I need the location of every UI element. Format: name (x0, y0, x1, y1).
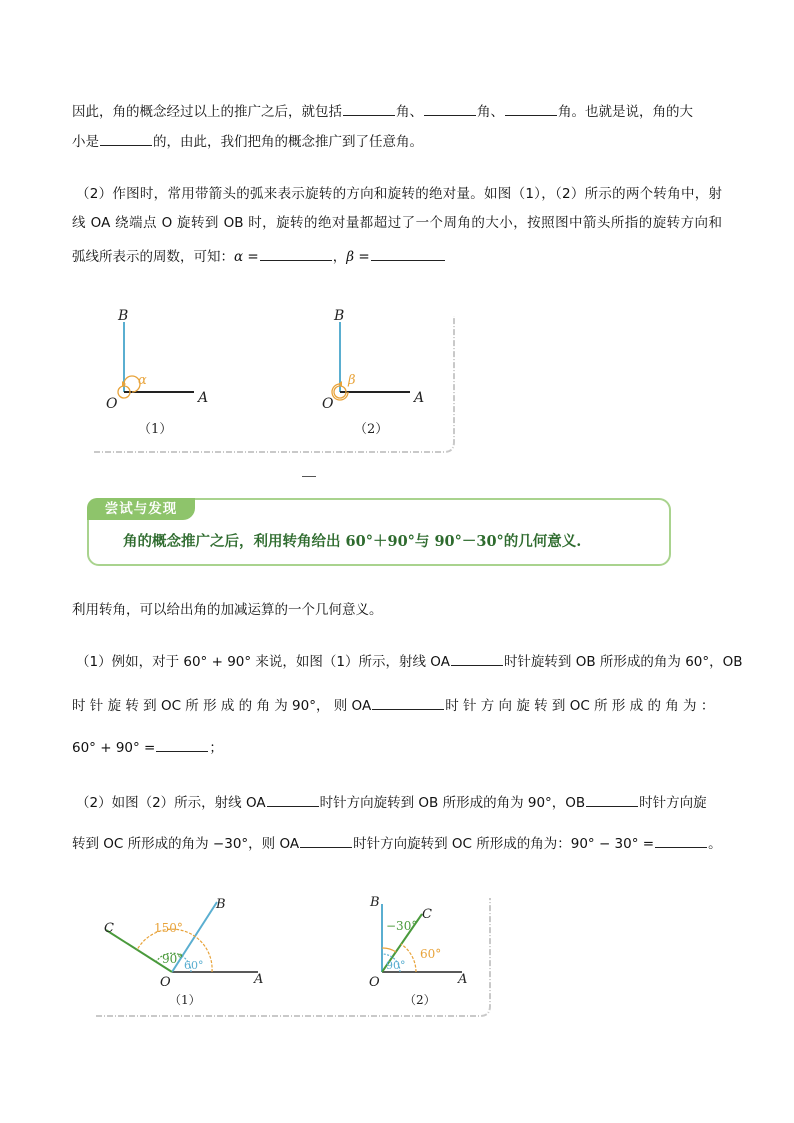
label-150: 150° (154, 921, 183, 935)
beta-equation: β = (346, 249, 370, 265)
label-O: O (160, 975, 171, 990)
p1-text: 时 针 方 向 旋 转 到 OC 所 形 成 的 角 为 ： (445, 698, 715, 714)
p2-line-1 (76, 792, 707, 813)
label-A: A (458, 972, 468, 987)
caption-2: （2） (404, 993, 436, 1007)
figure-addition-svg (90, 888, 500, 1023)
angle-word: 角 (558, 104, 572, 120)
angle-word: 角 (477, 104, 491, 120)
intro-text: 因此，角的概念经过以上的推广之后，就包括 (72, 104, 342, 120)
label-O: O (322, 396, 334, 412)
separator: 、 (409, 104, 423, 120)
p2-text: 时针方向旋转到 OC 所形成的角为：90° − 30° = (353, 836, 655, 852)
label-C: C (104, 921, 114, 936)
p2-text: （2）如图（2）所示，射线 OA (76, 795, 266, 811)
q2-line-2: 线 OA 绕端点 O 旋转到 OB 时，旋转的绝对量都超过了一个周角的大小，按照图中箭头所指的旋转方向和 (72, 215, 722, 231)
caption-1: （1） (138, 422, 173, 437)
label-A: A (254, 972, 264, 987)
label-60: 60° (420, 947, 442, 961)
angle-word: 角 (396, 104, 410, 120)
label-O: O (106, 396, 118, 412)
q2-text: 弧线所表示的周数，可知： (72, 249, 234, 265)
label-B: B (216, 897, 226, 912)
label-A: A (198, 390, 209, 406)
alpha-equation: α = (234, 249, 259, 265)
q2-line-3 (72, 246, 446, 267)
blank-field[interactable] (655, 833, 707, 848)
label-90: 90° (162, 952, 184, 966)
p1-equation: 60° + 90° = (72, 740, 156, 756)
caption-1: （1） (169, 993, 201, 1007)
p2-text: 时针方向旋 (639, 795, 707, 811)
p2-text: 转到 OC 所形成的角为 −30°，则 OA (72, 836, 300, 852)
blank-field[interactable] (156, 737, 208, 752)
label-C: C (422, 907, 432, 922)
figure-rotation-angles (88, 300, 468, 460)
figure-rotation-svg (88, 300, 468, 460)
q2-line-1: （2）作图时，常用带箭头的弧来表示旋转的方向和旋转的绝对量。如图（1），（2）所示的两个转角中，射 (76, 186, 722, 202)
p1-text: （1）例如，对于 60° + 90° 来说，如图（1）所示，射线 OA (76, 654, 450, 670)
label-B: B (118, 308, 129, 324)
label-60: 60° (184, 959, 204, 972)
label-alpha: α (138, 373, 147, 388)
label-B: B (370, 895, 380, 910)
try-discover-title: 尝试与发现 (87, 498, 195, 520)
p1-line-3 (72, 737, 223, 758)
p1-text: 时 针 旋 转 到 OC 所 形 成 的 角 为 90°， 则 OA (72, 698, 372, 714)
body-intro: 利用转角，可以给出角的加减运算的一个几何意义。 (72, 602, 383, 618)
p1-text: ； (209, 740, 223, 756)
label-minus30: −30° (386, 919, 418, 933)
try-discover-text: 角的概念推广之后，利用转角给出 60°＋90°与 90°－30°的几何意义. (123, 533, 582, 550)
blank-field[interactable] (424, 101, 476, 116)
label-90: 90° (386, 959, 406, 972)
label-O: O (369, 975, 380, 990)
p1-text: 时针旋转到 OB 所形成的角为 60°，OB (503, 654, 743, 670)
blank-field[interactable] (372, 695, 444, 710)
intro-line-2 (72, 131, 423, 152)
beta-blank[interactable] (371, 246, 445, 261)
intro-text: 小是 (72, 134, 99, 150)
intro-text: 的，由此，我们把角的概念推广到了任意角。 (153, 134, 423, 150)
p2-text: 时针方向旋转到 OB 所形成的角为 90°，OB (319, 795, 586, 811)
alpha-blank[interactable] (260, 246, 332, 261)
blank-field[interactable] (100, 131, 152, 146)
blank-field[interactable] (300, 833, 352, 848)
intro-text: 。也就是说，角的大 (571, 104, 693, 120)
caption-2: （2） (354, 422, 389, 437)
p2-text: 。 (708, 836, 722, 852)
label-B: B (334, 308, 345, 324)
separator: 、 (490, 104, 504, 120)
blank-field[interactable] (451, 651, 503, 666)
p2-line-2 (72, 833, 722, 854)
separator-dash (302, 476, 316, 477)
arc-minus30 (382, 948, 396, 952)
label-beta: β (348, 373, 356, 388)
figure-angle-addition (90, 888, 500, 1023)
blank-field[interactable] (505, 101, 557, 116)
comma: ， (332, 249, 347, 265)
p1-line-2 (72, 695, 714, 716)
try-discover-box (87, 498, 671, 566)
blank-field[interactable] (586, 792, 638, 807)
blank-field[interactable] (343, 101, 395, 116)
p1-line-1 (76, 651, 743, 672)
label-A: A (414, 390, 425, 406)
intro-line-1 (72, 101, 693, 122)
blank-field[interactable] (267, 792, 319, 807)
